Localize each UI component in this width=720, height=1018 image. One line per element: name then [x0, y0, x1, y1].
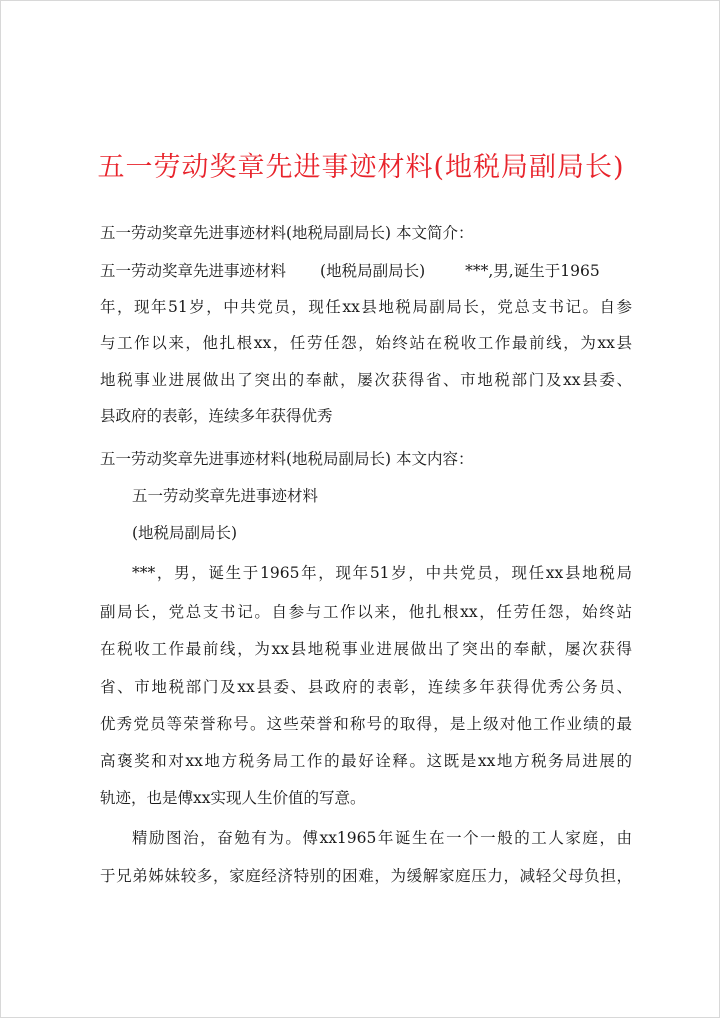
- summary-line: 县政府的表彰，连续多年获得优秀: [100, 407, 333, 425]
- content-heading: 五一劳动奖章先进事迹材料(地税局副局长) 本文内容：: [100, 450, 474, 468]
- summary-line: 年，现年51岁，中共党员，现任xx县地税局副局长，党总支书记。自参: [100, 298, 632, 316]
- paragraph-line: 省、市地税部门及xx县委、县政府的表彰，连续多年获得优秀公务员、: [100, 678, 632, 696]
- summary-lead-title: 五一劳动奖章先进事迹材料: [100, 262, 287, 280]
- paragraph-line: 优秀党员等荣誉称号。这些荣誉和称号的取得，是上级对他工作业绩的最: [100, 715, 632, 733]
- body-subtitle: (地税局副局长): [132, 524, 238, 542]
- summary-line: 地税事业进展做出了突出的奉献，屡次获得省、市地税部门及xx县委、: [100, 371, 632, 389]
- paragraph-line: 高褒奖和对xx地方税务局工作的最好诠释。这既是xx地方税务局进展的: [100, 752, 632, 770]
- paragraph-line: 轨迹，也是傅xx实现人生价值的写意。: [100, 789, 366, 807]
- paragraph-line: 在税收工作最前线，为xx县地税事业进展做出了突出的奉献，屡次获得: [100, 640, 632, 658]
- summary-heading: 五一劳动奖章先进事迹材料(地税局副局长) 本文简介：: [100, 224, 474, 242]
- paragraph-line: ***，男，诞生于1965年，现年51岁，中共党员，现任xx县地税局: [132, 564, 632, 582]
- body-title: 五一劳动奖章先进事迹材料: [132, 487, 319, 505]
- summary-lead-subtitle: (地税局副局长): [320, 262, 426, 280]
- summary-line: 与工作以来，他扎根xx，任劳任怨，始终站在税收工作最前线，为xx县: [100, 334, 632, 352]
- paragraph-line: 于兄弟姊妹较多，家庭经济特别的困难，为缓解家庭压力，减轻父母负担，: [100, 867, 632, 885]
- summary-lead-line: [100, 253, 632, 289]
- paragraph-line: 副局长，党总支书记。自参与工作以来，他扎根xx，任劳任怨，始终站: [100, 603, 632, 621]
- paragraph-line: 精励图治，奋勉有为。傅xx1965年诞生在一个一般的工人家庭，由: [132, 829, 632, 847]
- document-title: 五一劳动奖章先进事迹材料(地税局副局长): [97, 152, 625, 183]
- summary-lead-intro: ***,男,诞生于1965: [465, 262, 600, 280]
